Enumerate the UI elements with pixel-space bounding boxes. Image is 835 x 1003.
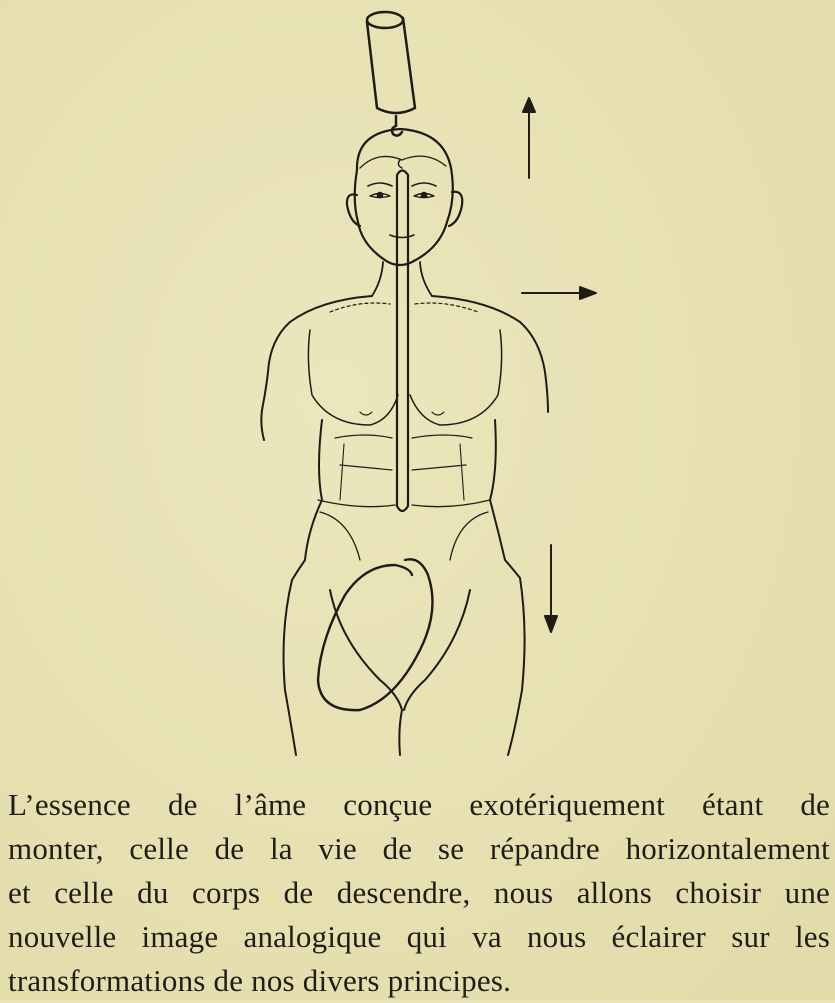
caption-line-2: monter, celle de la vie de se répandre horizontalement <box>8 831 830 866</box>
head-outline <box>347 129 462 296</box>
caption-line-1: L’essence de l’âme conçue exotériquement étant de <box>8 787 830 822</box>
caption-line-5: transformations de nos divers principes. <box>8 963 512 998</box>
caption-line-4: nouvelle image analogique qui va nous éclairer sur les <box>8 919 830 954</box>
arrow-up-icon <box>523 98 535 178</box>
cylinder-vessel-icon <box>367 12 415 136</box>
caption-line-3: et celle du corps de descendre, nous allons choisir une <box>8 875 830 910</box>
arrow-right-icon <box>522 287 596 299</box>
torso-outline <box>261 296 548 580</box>
pelvic-loop <box>318 559 433 710</box>
caption-paragraph <box>8 783 830 1003</box>
arrow-down-icon <box>545 545 557 632</box>
central-rod <box>397 160 408 511</box>
